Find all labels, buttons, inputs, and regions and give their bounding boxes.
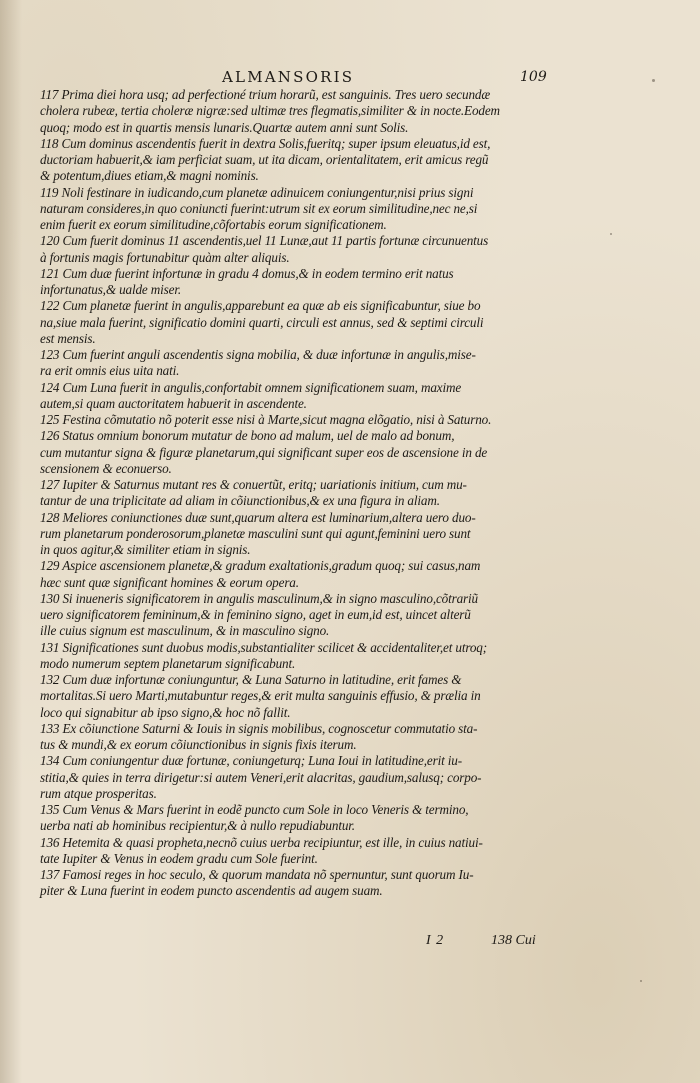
text-line: infortunatus,& ualde miser. [40, 282, 182, 297]
text-line: & potentum,diues etiam,& magni nominis. [40, 168, 259, 184]
text-line: naturam consideres,in quo coniuncti fuerint:utrum sit ex eorum similitudine,nec ne,si [40, 200, 478, 216]
text-line: loco qui signabitur ab ipso signo,& hoc nõ fallit. [40, 704, 291, 720]
text-block [40, 87, 552, 900]
text-line: autem,si quam auctoritatem habuerit in ascendente. [40, 395, 307, 411]
text-line: 128 Meliores coniunctiones duæ sunt,quarum altera est luminarium,altera uero duo- [40, 509, 476, 525]
text-line: 130 Si inueneris significatorem in angulis masculinum,& in signo masculino,cõtrariũ [40, 590, 478, 606]
gutter-shadow [0, 0, 22, 1083]
text-line: 132 Cum duæ infortunæ coniunguntur, & Luna Saturno in latitudine, erit fames & [40, 672, 462, 687]
text-line: rum planetarum ponderosorum,planetæ masculini sunt qui agunt,feminini uero sunt [40, 525, 471, 541]
text-line: cum mutantur signa & figuræ planetarum,qui significant super eos de ascensione in de [40, 444, 488, 460]
text-line: modo numerum septem planetarum significabunt. [40, 655, 296, 671]
text-line: 134 Cum coniungentur duæ fortunæ, coniungeturq; Luna Ioui in latitudine,erit iu- [40, 753, 462, 769]
catchword: 138 Cui [491, 933, 536, 948]
paper-speck [652, 79, 655, 82]
text-line: piter & Luna fuerint in eodem puncto ascendentis ad augem suam. [40, 883, 383, 899]
running-title: ALMANSORIS [222, 68, 355, 86]
text-line: tus & mundi,& ex eorum cõiunctionibus in signis fixis iterum. [40, 737, 357, 752]
paper-speck [640, 980, 642, 982]
text-line: enim fuerit ex eorum similitudine,cõfortabis eorum significationem. [40, 217, 387, 232]
text-line: 133 Ex cõiunctione Saturni & Iouis in signis mobilibus, cognoscetur commutatio sta- [40, 720, 478, 736]
text-line: 135 Cum Venus & Mars fuerint in eodẽ puncto cum Sole in loco Veneris & termino, [40, 802, 469, 817]
paper-speck [610, 233, 612, 235]
text-line: na,siue mala fuerint, significatio domini quarti, circuli est annus, sed & septimi circuli [40, 314, 484, 330]
text-line: 119 Noli festinare in iudicando,cum planetæ adinuicem coniungentur,nisi prius signi [40, 184, 474, 200]
text-line: ra erit omnis eius uita nati. [40, 363, 180, 379]
text-line: stitia,& quies in terra dirigetur:si autem Veneri,erit alacritas, gaudium,salusq; corpo- [40, 769, 482, 785]
text-line: 129 Aspice ascensionem planetæ,& gradum exaltationis,gradum quoq; sui casus,nam [40, 558, 481, 574]
text-line: 125 Festina cõmutatio nõ poterit esse nisi à Marte,sicut magna elõgatio, nisi à Saturno. [40, 412, 492, 427]
text-line: cholera rubeæ, tertia choleræ nigræ:sed ultimæ tres flegmatis,similiter & in nocte.Eodem [40, 103, 500, 119]
running-head [0, 68, 700, 88]
text-line: à fortunis magis fortunabitur quàm alter aliquis. [40, 249, 290, 265]
text-line: 117 Prima diei hora usq; ad perfectioné trium horarũ, est sanguinis. Tres uero secundæ [40, 87, 490, 102]
text-line: in quos agitur,& similiter etiam in signis. [40, 542, 251, 557]
text-line: 120 Cum fuerit dominus 11 ascendentis,uel 11 Lunæ,aut 11 partis fortunæ circunuentus [40, 233, 489, 249]
text-line: scensionem & econuerso. [40, 460, 172, 476]
text-line: mortalitas.Si uero Marti,mutabuntur reges,& erit multa sanguinis effusio, & prælia in [40, 688, 481, 704]
text-line: rum atque prosperitas. [40, 785, 157, 801]
page-footer [0, 933, 700, 953]
text-line: 123 Cum fuerint anguli ascendentis signa mobilia, & duæ infortunæ in angulis,mise- [40, 347, 476, 362]
text-line: tantur de una triplicitate ad aliam in cõiunctionibus,& ex una figura in aliam. [40, 493, 440, 509]
text-line: uerba nati ab hominibus recipientur,& à nullo repudiabuntur. [40, 818, 355, 834]
text-line: quoq; modo est in quartis mensis lunaris.Quartæ autem anni sunt Solis. [40, 119, 409, 135]
text-line: 122 Cum planetæ fuerint in angulis,apparebunt ea quæ ab eis significabuntur, siue bo [40, 298, 481, 314]
signature-mark: I 2 [426, 933, 445, 948]
text-line: 131 Significationes sunt duobus modis,substantialiter scilicet & accidentaliter,et utroq; [40, 639, 487, 655]
text-line: 121 Cum duæ fuerint infortunæ in gradu 4 domus,& in eodem termino erit natus [40, 265, 454, 281]
text-line: 124 Cum Luna fuerit in angulis,confortabit omnem significationem suam, maxime [40, 379, 462, 395]
text-line: ductoriam habuerit,& iam perficiat suam, ut ita dicam, orientalitatem, erit amicus regũ [40, 152, 489, 167]
text-line: ille cuius signum est masculinum, & in masculino signo. [40, 623, 330, 639]
text-line: 118 Cum dominus ascendentis fuerit in dextra Solis,fueritq; super ipsum eleuatus,id est, [40, 135, 491, 151]
text-line: 126 Status omnium bonorum mutatur de bono ad malum, uel de malo ad bonum, [40, 428, 455, 444]
text-line: tate Iupiter & Venus in eodem gradu cum Sole fuerint. [40, 850, 318, 866]
text-line: 127 Iupiter & Saturnus mutant res & conuertũt, eritq; uariationis initium, cum mu- [40, 477, 467, 492]
page-number: 109 [520, 69, 547, 85]
text-line: uero significatorem femininum,& in feminino signo, aget in eum,id est, uincet alterũ [40, 607, 471, 622]
text-line: 137 Famosi reges in hoc seculo, & quorum mandata nõ spernuntur, sunt quorum Iu- [40, 867, 474, 882]
text-line: hæc sunt quæ significant homines & eorum opera. [40, 574, 299, 590]
text-line: est mensis. [40, 330, 96, 346]
text-line: 136 Hetemita & quasi propheta,necnõ cuius uerba recipiuntur, est ille, in cuius natiui- [40, 834, 483, 850]
